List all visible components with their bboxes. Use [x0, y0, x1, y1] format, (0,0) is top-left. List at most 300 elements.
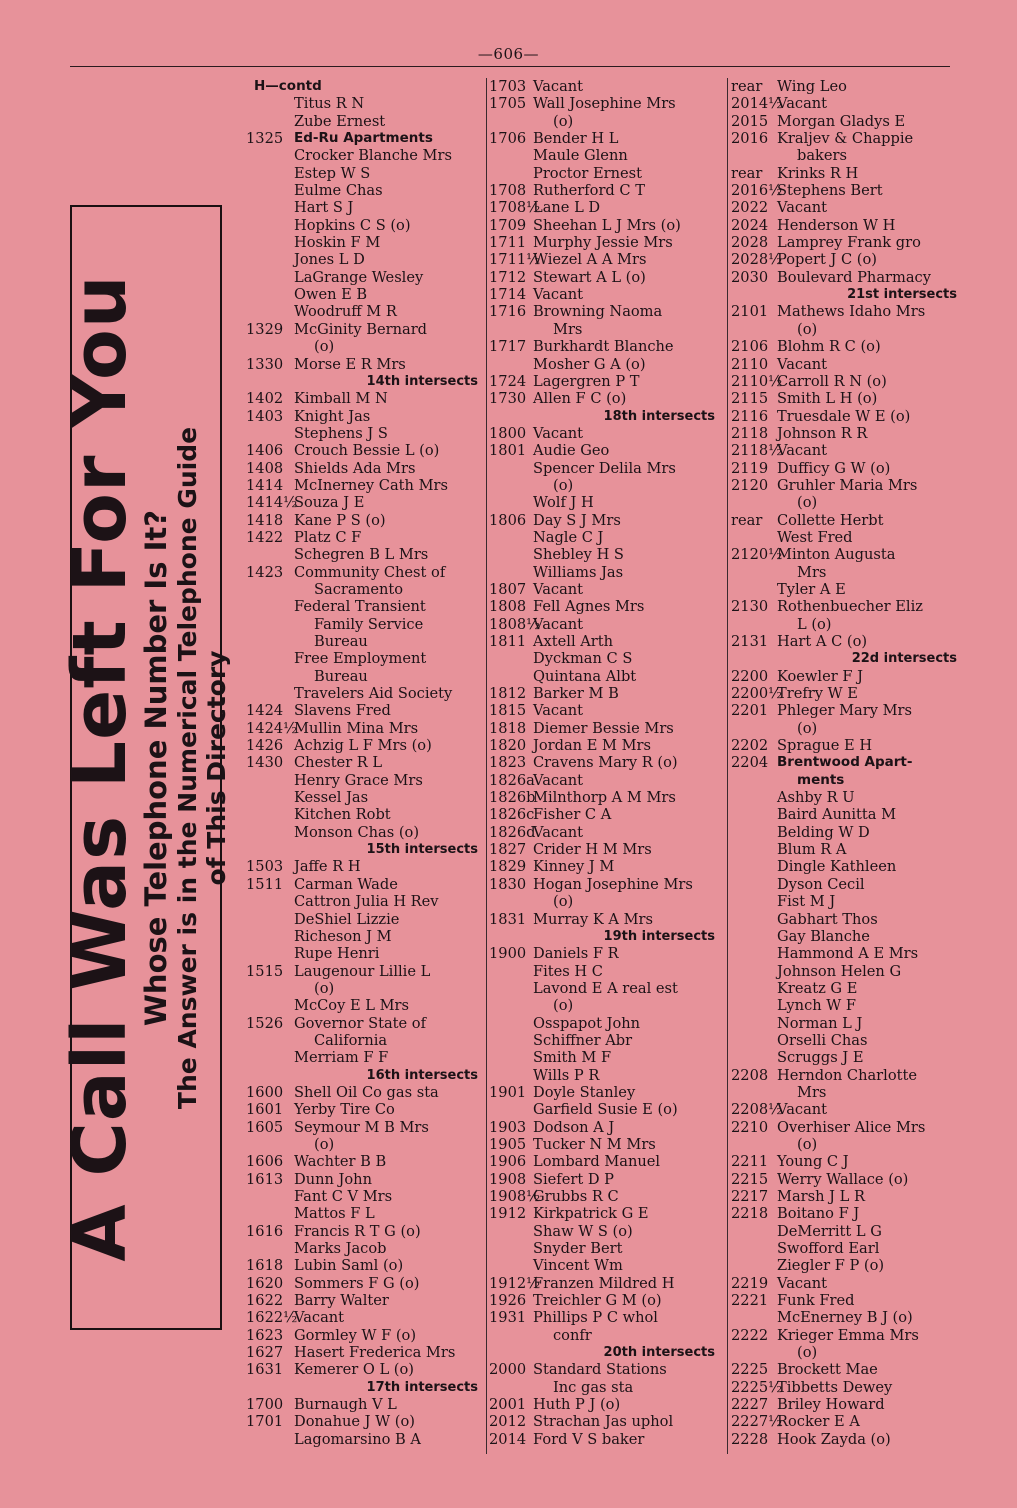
resident-name: Ashby R U — [777, 789, 855, 807]
resident-name: Fites H C — [533, 962, 603, 980]
directory-entry — [731, 460, 963, 477]
house-number: 1423 — [246, 563, 284, 581]
directory-entry — [731, 95, 963, 112]
resident-name: McGinity Bernard — [294, 320, 428, 338]
resident-name: (o) — [797, 320, 818, 338]
resident-name: Mrs — [553, 320, 583, 338]
house-number: 2227 — [731, 1396, 769, 1414]
resident-name: (o) — [553, 997, 574, 1015]
resident-name: Kimball M N — [294, 390, 388, 408]
directory-entry — [731, 1240, 963, 1257]
house-number — [489, 1101, 533, 1118]
directory-entry — [731, 1205, 963, 1222]
resident-name: Lavond E A real est — [533, 979, 678, 997]
directory-entry — [246, 893, 484, 910]
house-number — [731, 824, 777, 841]
directory-entry — [731, 1084, 963, 1101]
directory-entry — [731, 564, 963, 581]
resident-name: Gormley W F (o) — [294, 1326, 417, 1344]
directory-column-3 — [731, 78, 963, 1448]
directory-entry — [731, 997, 963, 1014]
resident-name: Morgan Gladys E — [777, 112, 906, 130]
house-number: 1826c — [489, 806, 535, 824]
house-number: 2227½ — [731, 1413, 783, 1431]
resident-name: Truesdale W E (o) — [777, 407, 911, 425]
street-intersection-label: 15th intersects — [366, 842, 478, 858]
directory-entry — [246, 911, 484, 928]
house-number — [246, 1136, 294, 1153]
resident-name: Smith L H (o) — [777, 390, 878, 408]
directory-entry — [489, 321, 721, 338]
house-number: 1623 — [246, 1326, 284, 1344]
advertisement-line: The Answer is in the Numerical Telephone Guide — [173, 426, 202, 1109]
house-number — [246, 182, 294, 199]
directory-entry — [246, 876, 484, 893]
directory-entry — [489, 199, 721, 216]
house-number — [246, 95, 294, 112]
directory-entry — [489, 1136, 721, 1153]
resident-name: Family Service — [314, 615, 424, 633]
directory-entry — [489, 95, 721, 112]
directory-entry — [489, 616, 721, 633]
directory-entry — [731, 824, 963, 841]
house-number — [489, 147, 533, 164]
house-number: 2208½ — [731, 1101, 783, 1119]
directory-entry — [246, 616, 484, 633]
house-number: 2211 — [731, 1153, 769, 1171]
directory-entry — [489, 1119, 721, 1136]
directory-entry — [246, 442, 484, 459]
resident-name: Zube Ernest — [294, 112, 386, 130]
house-number: rear — [731, 511, 763, 529]
resident-name: Richeson J M — [294, 927, 392, 945]
resident-name: Vacant — [777, 95, 828, 113]
resident-name: Sprague E H — [777, 737, 873, 755]
resident-name: Kinney J M — [533, 858, 615, 876]
resident-name: Garfield Susie E (o) — [533, 1101, 678, 1119]
resident-name: Hoskin F M — [294, 234, 381, 252]
house-number: 2131 — [731, 633, 769, 650]
directory-entry — [246, 1049, 484, 1066]
house-number: 1808 — [489, 598, 527, 616]
house-number — [489, 460, 533, 477]
directory-entry — [731, 1275, 963, 1292]
resident-name: Maule Glenn — [533, 147, 628, 165]
resident-name: Kreatz G E — [777, 979, 858, 997]
directory-entry — [731, 78, 963, 95]
directory-entry — [489, 945, 721, 962]
house-number — [246, 598, 294, 615]
directory-entry — [489, 286, 721, 303]
resident-name: Day S J Mrs — [533, 511, 621, 529]
directory-entry — [246, 1153, 484, 1170]
resident-name: Daniels F R — [533, 945, 619, 963]
house-number: 1424 — [246, 702, 284, 720]
street-intersection-label: 22d intersects — [851, 651, 957, 667]
directory-entry — [246, 1431, 484, 1448]
resident-name: Carman Wade — [294, 875, 398, 893]
house-number — [731, 841, 777, 858]
resident-name: Vacant — [777, 199, 828, 217]
resident-name: Vacant — [533, 78, 584, 95]
directory-entry — [489, 789, 721, 806]
house-number: 1708 — [489, 182, 527, 200]
house-number: 2000 — [489, 1361, 527, 1379]
directory-entry — [246, 1032, 484, 1049]
resident-name: Schegren B L Mrs — [294, 546, 429, 564]
resident-name: Vacant — [777, 1101, 828, 1119]
house-number: 1900 — [489, 945, 527, 963]
resident-name: Mosher G A (o) — [533, 355, 646, 373]
house-number — [489, 1257, 533, 1274]
street-intersection-label: 21st intersects — [847, 287, 957, 303]
directory-entry — [489, 581, 721, 598]
directory-entry — [731, 425, 963, 442]
house-number — [246, 911, 294, 928]
house-number — [731, 564, 777, 581]
house-number: 2015 — [731, 112, 769, 130]
resident-name: Strachan Jas uphol — [533, 1413, 674, 1431]
resident-name: Herndon Charlotte — [777, 1066, 917, 1084]
house-number — [246, 928, 294, 945]
resident-name: Koewler F J — [777, 667, 863, 685]
house-number: 2014 — [489, 1430, 527, 1448]
house-number — [489, 1240, 533, 1257]
house-number: 1730 — [489, 390, 527, 408]
house-number — [731, 997, 777, 1014]
resident-name: Rutherford C T — [533, 182, 645, 200]
resident-name: Kessel Jas — [294, 789, 369, 807]
directory-entry — [731, 303, 963, 320]
house-number: 1515 — [246, 962, 284, 980]
directory-entry — [246, 199, 484, 216]
directory-entry — [731, 789, 963, 806]
directory-entry — [731, 1396, 963, 1413]
house-number — [246, 234, 294, 251]
house-number: 2200 — [731, 667, 769, 685]
resident-name: Marsh J L R — [777, 1188, 865, 1205]
resident-name: Proctor Ernest — [533, 164, 643, 182]
resident-name: Inc gas sta — [553, 1378, 634, 1396]
resident-name: Barry Walter — [294, 1292, 389, 1310]
resident-name: Achzig L F Mrs (o) — [294, 737, 432, 755]
house-number — [246, 425, 294, 442]
directory-entry — [489, 772, 721, 789]
house-number: 1826d — [489, 823, 536, 841]
directory-entry — [246, 1275, 484, 1292]
resident-name: LaGrange Wesley — [294, 268, 424, 286]
resident-name: Scruggs J E — [777, 1049, 864, 1067]
directory-entry — [731, 668, 963, 685]
directory-entry — [246, 234, 484, 251]
house-number — [731, 772, 777, 789]
resident-name: Sheehan L J Mrs (o) — [533, 216, 681, 234]
house-number: 1408 — [246, 459, 284, 477]
directory-column-2 — [489, 78, 721, 1448]
directory-entry — [489, 1171, 721, 1188]
house-number: 1406 — [246, 442, 284, 460]
directory-entry — [731, 928, 963, 945]
house-number: 1703 — [489, 78, 527, 95]
resident-name: Brockett Mae — [777, 1361, 878, 1379]
house-number — [246, 581, 294, 598]
house-number — [489, 564, 533, 581]
resident-name: Krinks R H — [777, 164, 859, 182]
house-number: 1526 — [246, 1014, 284, 1032]
resident-name: Belding W D — [777, 823, 870, 841]
house-number: 1724 — [489, 372, 527, 390]
resident-name: Rocker E A — [777, 1413, 860, 1431]
directory-entry — [246, 494, 484, 511]
directory-entry — [489, 269, 721, 286]
resident-name: Allen F C (o) — [533, 390, 627, 408]
resident-name: Schiffner Abr — [533, 1031, 633, 1049]
house-number — [731, 321, 777, 338]
directory-entry — [246, 720, 484, 737]
directory-entry — [731, 1344, 963, 1361]
house-number: 2219 — [731, 1274, 769, 1292]
resident-name: Federal Transient — [294, 598, 426, 616]
resident-name: Merriam F F — [294, 1049, 389, 1067]
directory-entry — [246, 564, 484, 581]
directory-entry — [731, 338, 963, 355]
house-number: 1605 — [246, 1118, 284, 1136]
resident-name: Souza J E — [294, 494, 365, 512]
house-number: 1601 — [246, 1101, 284, 1119]
resident-name: Mrs — [797, 563, 827, 581]
resident-name: Briley Howard — [777, 1396, 885, 1414]
house-number: 1812 — [489, 685, 527, 703]
resident-name: Lubin Saml (o) — [294, 1257, 404, 1275]
house-number: 1931 — [489, 1309, 527, 1327]
advertisement-box — [57, 205, 231, 1330]
house-number: 1414½ — [246, 494, 298, 512]
resident-name: Shields Ada Mrs — [294, 459, 416, 477]
resident-name: Phleger Mary Mrs — [777, 702, 913, 720]
directory-entry — [731, 442, 963, 459]
directory-entry — [731, 633, 963, 650]
directory-entry — [489, 234, 721, 251]
directory-entry — [489, 1015, 721, 1032]
directory-entry — [731, 1413, 963, 1430]
resident-name: DeShiel Lizzie — [294, 910, 400, 928]
house-number — [489, 963, 533, 980]
resident-name: Huth P J (o) — [533, 1396, 621, 1414]
resident-name: Krieger Emma Mrs — [777, 1326, 919, 1344]
street-intersection-label: 18th intersects — [603, 408, 715, 424]
directory-entry — [489, 1188, 721, 1205]
resident-name: Bureau — [314, 667, 368, 685]
resident-name: Hogan Josephine Mrs — [533, 875, 693, 893]
house-number — [489, 980, 533, 997]
resident-name: Monson Chas (o) — [294, 823, 420, 841]
resident-name: Diemer Bessie Mrs — [533, 719, 674, 737]
directory-entry — [731, 130, 963, 147]
directory-entry — [731, 199, 963, 216]
directory-entry — [731, 113, 963, 130]
advertisement-headline: A Call Was Left For You — [57, 273, 143, 1262]
directory-entry — [731, 980, 963, 997]
directory-entry — [731, 598, 963, 615]
directory-entry — [489, 876, 721, 893]
directory-entry — [246, 251, 484, 268]
resident-name: Estep W S — [294, 164, 371, 182]
directory-entry — [246, 408, 484, 425]
directory-entry — [731, 685, 963, 702]
resident-name: Snyder Bert — [533, 1240, 623, 1258]
house-number — [731, 1344, 777, 1361]
directory-entry — [489, 650, 721, 667]
directory-entry — [246, 772, 484, 789]
directory-entry — [731, 876, 963, 893]
resident-name: Vacant — [533, 823, 584, 841]
resident-name: Hammond A E Mrs — [777, 945, 919, 963]
directory-entry — [246, 95, 484, 112]
directory-entry — [489, 720, 721, 737]
house-number: 1622½ — [246, 1309, 298, 1327]
directory-entry — [731, 546, 963, 563]
resident-name: Titus R N — [294, 95, 365, 113]
resident-name: Funk Fred — [777, 1292, 855, 1310]
directory-entry — [246, 338, 484, 355]
house-number — [731, 1032, 777, 1049]
resident-name: Vacant — [533, 702, 584, 720]
house-number — [246, 806, 294, 823]
house-number: 1426 — [246, 737, 284, 755]
directory-entry — [246, 737, 484, 754]
directory-entry — [731, 1032, 963, 1049]
directory-entry — [246, 529, 484, 546]
house-number: 2001 — [489, 1396, 527, 1414]
directory-entry — [731, 1049, 963, 1066]
resident-name: Wolf J H — [533, 494, 594, 512]
directory-entry — [731, 373, 963, 390]
directory-entry — [246, 1084, 484, 1101]
resident-name: Shaw W S (o) — [533, 1222, 633, 1240]
house-number: 1818 — [489, 719, 527, 737]
resident-name: Cattron Julia H Rev — [294, 893, 439, 911]
directory-entry — [489, 1431, 721, 1448]
resident-name: Eulme Chas — [294, 182, 383, 200]
house-number: 1627 — [246, 1344, 284, 1362]
house-number — [489, 546, 533, 563]
house-number — [489, 1049, 533, 1066]
resident-name: Crider H M Mrs — [533, 841, 652, 859]
resident-name: Overhiser Alice Mrs — [777, 1118, 926, 1136]
resident-name: (o) — [314, 979, 335, 997]
resident-name: Werry Wallace (o) — [777, 1170, 909, 1188]
resident-name: Wall Josephine Mrs — [533, 95, 676, 113]
resident-name: Vacant — [533, 615, 584, 633]
house-number — [246, 668, 294, 685]
directory-entry — [731, 1361, 963, 1378]
resident-name: Mrs — [797, 1083, 827, 1101]
resident-name: Brentwood Apart- — [777, 754, 913, 771]
house-number — [731, 1136, 777, 1153]
house-number — [489, 321, 533, 338]
house-number — [246, 546, 294, 563]
resident-name: Francis R T G (o) — [294, 1222, 421, 1240]
directory-entry — [731, 182, 963, 199]
street-intersection-label: 14th intersects — [366, 373, 478, 389]
house-number — [246, 1049, 294, 1066]
resident-name: Slavens Fred — [294, 702, 391, 720]
directory-entry — [246, 1396, 484, 1413]
house-number: 1905 — [489, 1135, 527, 1153]
house-number — [731, 1015, 777, 1032]
house-number — [731, 1223, 777, 1240]
directory-entry — [246, 1136, 484, 1153]
directory-entry — [489, 668, 721, 685]
directory-entry — [489, 980, 721, 997]
directory-entry — [246, 390, 484, 407]
house-number: 2022 — [731, 199, 769, 217]
resident-name: Browning Naoma — [533, 303, 663, 321]
resident-name: Stephens J S — [294, 424, 388, 442]
house-number: 1714 — [489, 286, 527, 304]
house-number: 1831 — [489, 910, 527, 928]
directory-entry — [489, 373, 721, 390]
directory-entry — [731, 321, 963, 338]
resident-name: (o) — [553, 893, 574, 911]
house-number: 2028½ — [731, 251, 783, 269]
directory-entry — [246, 113, 484, 130]
house-number — [731, 806, 777, 823]
directory-entry — [489, 1413, 721, 1430]
directory-entry — [246, 806, 484, 823]
house-number — [246, 303, 294, 320]
directory-entry — [731, 408, 963, 425]
house-number: 2200½ — [731, 685, 783, 703]
house-number: 2202 — [731, 737, 769, 755]
house-number: 2118 — [731, 424, 769, 442]
resident-name: Smith M F — [533, 1049, 612, 1067]
house-number: 1329 — [246, 320, 284, 338]
resident-name: Chester R L — [294, 754, 383, 772]
resident-name: Barker M B — [533, 685, 619, 703]
resident-name: Vacant — [533, 771, 584, 789]
house-number — [731, 789, 777, 806]
resident-name: Vincent Wm — [533, 1257, 623, 1275]
house-number: 1800 — [489, 424, 527, 442]
directory-entry — [246, 581, 484, 598]
house-number: 1827 — [489, 841, 527, 859]
house-number: 2215 — [731, 1170, 769, 1188]
directory-entry — [246, 147, 484, 164]
house-number — [246, 1205, 294, 1222]
house-number — [246, 893, 294, 910]
resident-name: Doyle Stanley — [533, 1083, 636, 1101]
house-number: 1631 — [246, 1361, 284, 1379]
resident-name: Williams Jas — [533, 563, 624, 581]
house-number: 1823 — [489, 754, 527, 772]
house-number: 1616 — [246, 1222, 284, 1240]
directory-entry — [489, 182, 721, 199]
directory-entry — [731, 963, 963, 980]
column-divider — [727, 78, 728, 1454]
resident-name: Fant C V Mrs — [294, 1188, 393, 1205]
house-number — [731, 1084, 777, 1101]
directory-entry — [489, 477, 721, 494]
resident-name: Osspapot John — [533, 1014, 641, 1032]
house-number: 1712 — [489, 268, 527, 286]
directory-entry — [489, 633, 721, 650]
house-number: 2101 — [731, 303, 769, 321]
house-number: 1705 — [489, 95, 527, 113]
directory-entry — [246, 1309, 484, 1326]
resident-name: Yerby Tire Co — [294, 1101, 395, 1119]
directory-entry — [731, 1223, 963, 1240]
